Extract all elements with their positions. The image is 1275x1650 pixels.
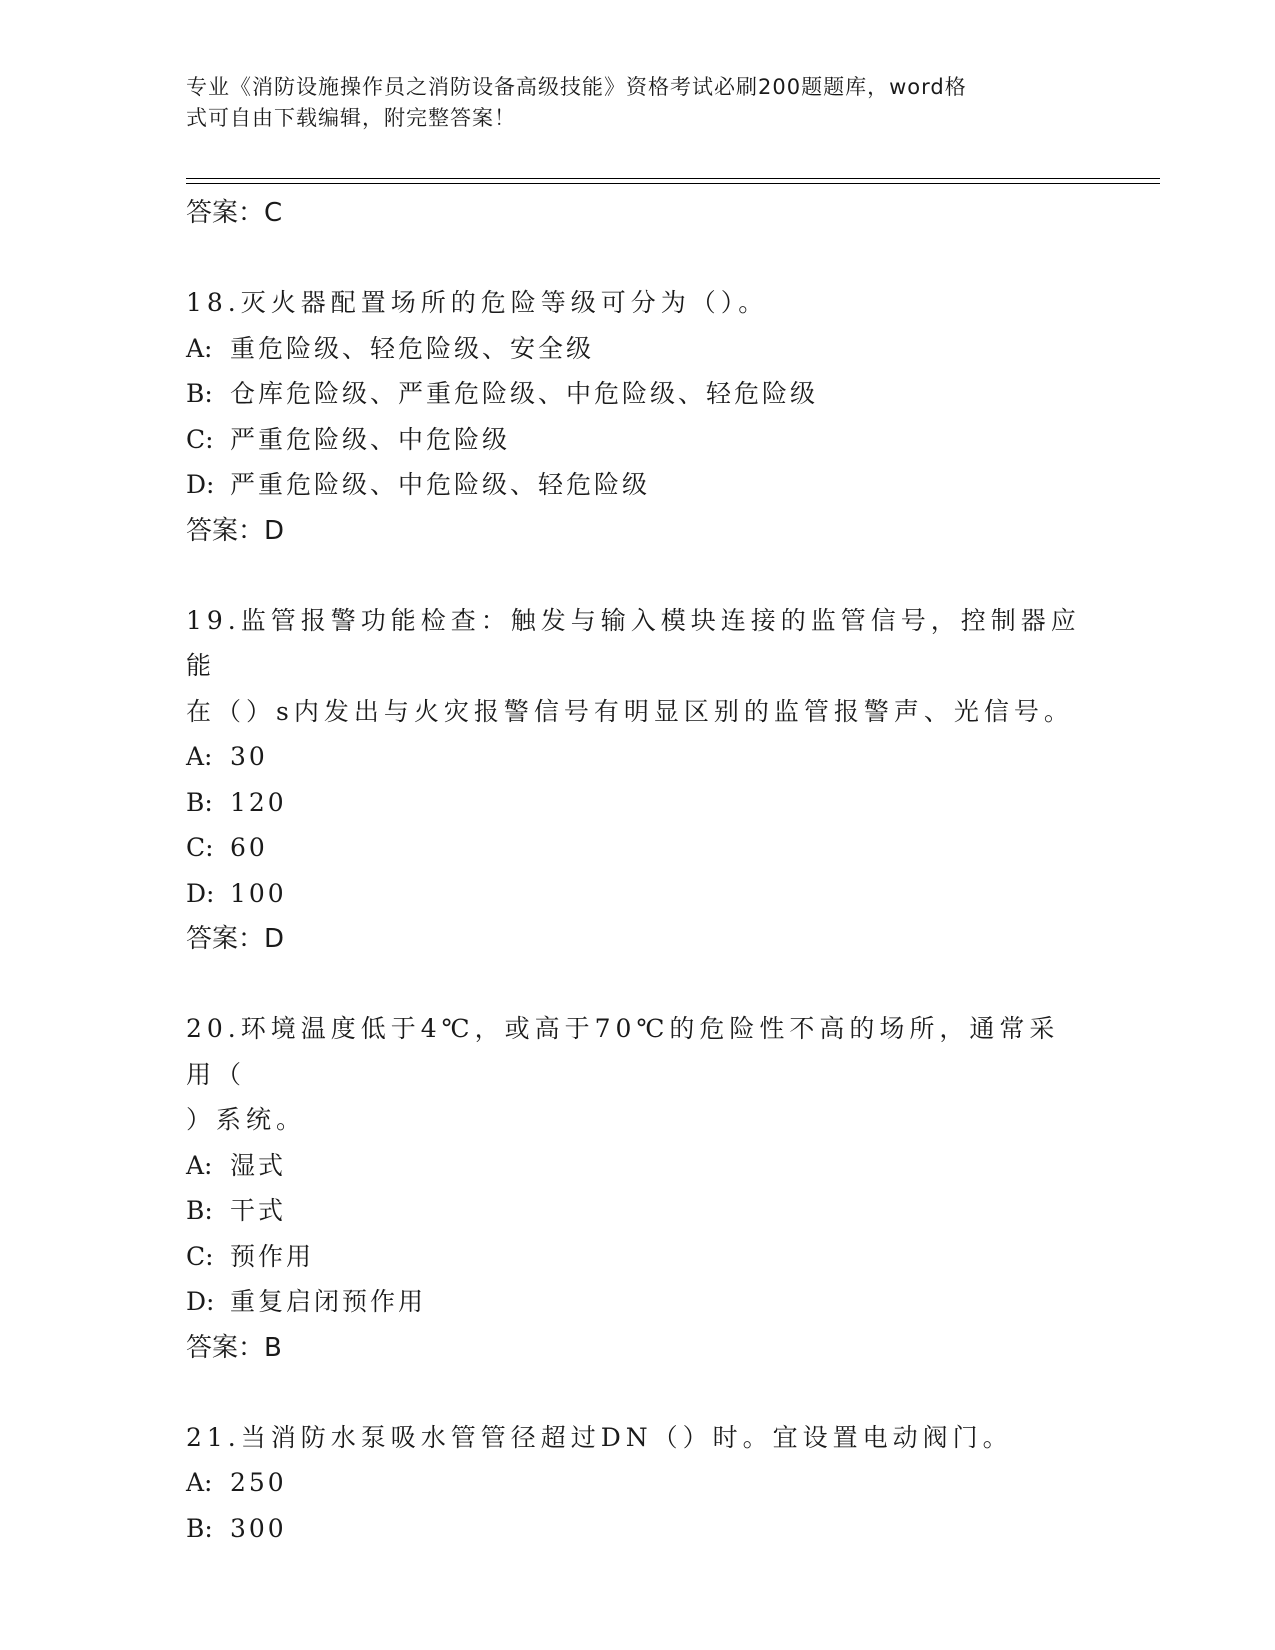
- option-c: [186, 825, 1086, 871]
- question-18: [186, 280, 1086, 554]
- option-b: [186, 780, 1086, 826]
- answer-prefix: 答案：: [186, 924, 265, 954]
- option-key: B:: [186, 787, 213, 817]
- option-key: D:: [186, 878, 215, 908]
- answer-value: D: [264, 924, 285, 954]
- question-stem-line-1: 20.环境温度低于4℃，或高于70℃的危险性不高的场所，通常采用（: [186, 1014, 1060, 1089]
- question-21: [186, 1415, 1086, 1552]
- option-b: [186, 1188, 1086, 1234]
- option-key: A:: [186, 1468, 213, 1497]
- option-text: 严重危险级、中危险级: [230, 424, 511, 454]
- option-text: 300: [230, 1513, 287, 1543]
- option-key: B:: [186, 1513, 213, 1543]
- question-stem: [186, 1006, 1086, 1143]
- option-key: A:: [186, 333, 213, 363]
- option-key: A:: [186, 1150, 213, 1180]
- question-20: [186, 1006, 1086, 1371]
- option-key: A:: [186, 742, 213, 771]
- option-key: C:: [186, 1241, 214, 1271]
- option-key: B:: [186, 1196, 213, 1225]
- question-stem-line-2: ）系统。: [186, 1105, 307, 1134]
- option-text: 仓库危险级、严重危险级、中危险级、轻危险级: [230, 379, 819, 408]
- option-b: [186, 1506, 1086, 1552]
- option-b: [186, 371, 1086, 417]
- question-stem: 18.灭火器配置场所的危险等级可分为（）。: [186, 288, 769, 317]
- header-line-2: 式可自由下载编辑，附完整答案！: [186, 106, 516, 130]
- answer-line: [186, 1325, 1086, 1371]
- answer-prefix: 答案：: [186, 198, 265, 228]
- option-key: B:: [186, 379, 213, 408]
- answer-line: [186, 916, 1086, 962]
- header-divider-top: [186, 178, 1160, 179]
- question-stem-line-1: 19.监管报警功能检查：触发与输入模块连接的监管信号，控制器应能: [186, 605, 1081, 680]
- header-line-1: 专业《消防设施操作员之消防设备高级技能》资格考试必刷200题题库，word格: [186, 75, 967, 99]
- option-c: [186, 1234, 1086, 1280]
- answer-prefix: 答案：: [186, 1332, 265, 1363]
- answer-value: B: [264, 1332, 282, 1363]
- question-stem: [186, 598, 1086, 735]
- option-key: C:: [186, 833, 214, 862]
- question-stem: 21.当消防水泵吸水管管径超过DN（）时。宜设置电动阀门。: [186, 1422, 1013, 1452]
- option-text: 60: [230, 833, 268, 862]
- option-text: 250: [230, 1468, 287, 1497]
- option-text: 干式: [230, 1196, 287, 1225]
- option-d: [186, 1279, 1086, 1325]
- option-text: 100: [230, 878, 287, 908]
- option-text: 湿式: [230, 1150, 287, 1180]
- option-key: D:: [186, 1287, 215, 1316]
- document-header: [186, 72, 1086, 134]
- option-a: [186, 326, 1086, 372]
- option-text: 预作用: [230, 1241, 315, 1271]
- option-text: 重复启闭预作用: [230, 1287, 427, 1316]
- answer-value: D: [264, 515, 285, 546]
- option-key: C:: [186, 424, 214, 454]
- option-key: D:: [186, 470, 215, 499]
- option-c: [186, 417, 1086, 463]
- question-stem-line-2: 在（）s内发出与火灾报警信号有明显区别的监管报警声、光信号。: [186, 696, 1074, 726]
- option-a: [186, 1143, 1086, 1189]
- option-text: 严重危险级、中危险级、轻危险级: [230, 470, 651, 499]
- option-a: [186, 734, 1086, 780]
- option-a: [186, 1460, 1086, 1506]
- answer-value: C: [264, 198, 283, 228]
- option-text: 120: [230, 787, 287, 817]
- question-19: [186, 598, 1086, 963]
- option-d: [186, 462, 1086, 508]
- header-divider-bottom: [186, 183, 1160, 184]
- option-d: [186, 871, 1086, 917]
- option-text: 重危险级、轻危险级、安全级: [230, 333, 595, 363]
- answer-prefix: 答案：: [186, 515, 265, 546]
- answer-line: [186, 508, 1086, 554]
- option-text: 30: [230, 742, 268, 771]
- question-list: [186, 190, 1086, 1551]
- answer-line: [186, 190, 1086, 236]
